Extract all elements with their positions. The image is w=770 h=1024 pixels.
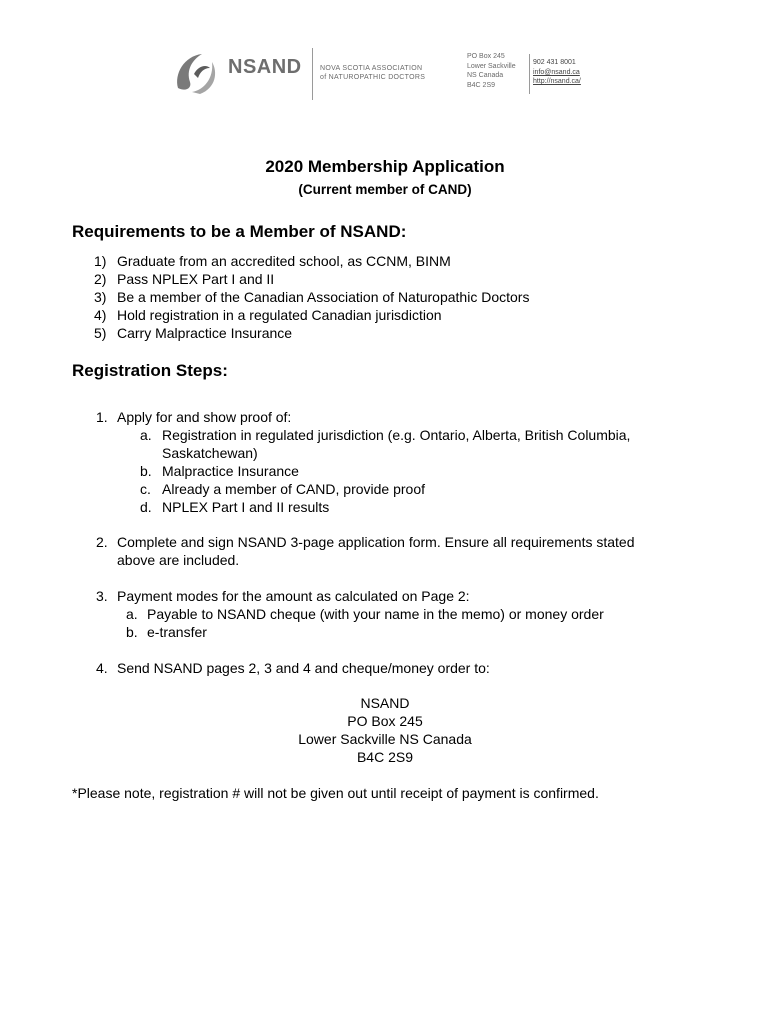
brand-name: NSAND	[228, 56, 302, 78]
list-item: Be a member of the Canadian Association of Naturopathic Doctors	[117, 289, 530, 305]
sub-item: Already a member of CAND, provide proof	[162, 481, 425, 497]
step-text: Apply for and show proof of:	[117, 409, 292, 425]
page-subtitle: (Current member of CAND)	[298, 182, 472, 197]
step-number: 4.	[96, 660, 108, 676]
address-line: NSAND	[360, 695, 410, 711]
sub-item: Payable to NSAND cheque (with your name in the memo) or money order	[147, 606, 604, 622]
letterhead	[170, 42, 600, 102]
step-text: above are included.	[117, 552, 240, 568]
sub-item: Saskatchewan)	[162, 445, 258, 461]
page-title: 2020 Membership Application	[265, 157, 505, 176]
letterhead-address: PO Box 245 Lower Sackville NS Canada B4C 2S9	[467, 53, 516, 89]
list-item: Hold registration in a regulated Canadian jurisdiction	[117, 307, 442, 323]
sub-item-letter: a.	[126, 606, 138, 622]
phone-number: 902 431 8001	[533, 59, 576, 66]
list-item: Graduate from an accredited school, as CCNM, BINM	[117, 253, 451, 269]
step-text: Payment modes for the amount as calculated on Page 2:	[117, 588, 470, 604]
address-line: PO Box 245	[347, 713, 423, 729]
divider	[529, 54, 530, 94]
sub-item-letter: a.	[140, 427, 152, 443]
step-text: Complete and sign NSAND 3-page application form. Ensure all requirements stated	[117, 534, 635, 550]
nsand-logo-icon	[172, 48, 220, 98]
sub-item-letter: b.	[126, 624, 138, 640]
requirements-heading: Requirements to be a Member of NSAND:	[72, 222, 407, 241]
step-number: 1.	[96, 409, 108, 425]
sub-item: Malpractice Insurance	[162, 463, 299, 479]
list-item: Carry Malpractice Insurance	[117, 325, 293, 341]
sub-item: Registration in regulated jurisdiction (e.g. Ontario, Alberta, British Columbia,	[162, 427, 631, 443]
payment-note: *Please note, registration # will not be given out until receipt of payment is confirmed.	[72, 785, 599, 801]
list-item: Pass NPLEX Part I and II	[117, 271, 275, 287]
letterhead-contact	[533, 58, 581, 87]
email-link[interactable]: info@nsand.ca	[533, 68, 580, 76]
step-text: Send NSAND pages 2, 3 and 4 and cheque/money order to:	[117, 660, 490, 676]
address-line: Lower Sackville NS Canada	[298, 731, 472, 747]
sub-item: e-transfer	[147, 624, 207, 640]
list-item-number: 1)	[94, 253, 107, 269]
website-link[interactable]: http://nsand.ca/	[533, 78, 581, 85]
sub-item-letter: d.	[140, 499, 152, 515]
list-item-number: 5)	[94, 325, 107, 341]
step-number: 3.	[96, 588, 108, 604]
list-item-number: 2)	[94, 271, 107, 287]
registration-steps-heading: Registration Steps:	[72, 361, 228, 380]
step-number: 2.	[96, 534, 108, 550]
divider	[312, 48, 313, 100]
association-name: NOVA SCOTIA ASSOCIATION of NATUROPATHIC DOCTORS	[320, 65, 426, 81]
address-line: B4C 2S9	[356, 749, 414, 765]
list-item-number: 3)	[94, 289, 107, 305]
list-item-number: 4)	[94, 307, 107, 323]
sub-item-letter: b.	[140, 463, 152, 479]
sub-item: NPLEX Part I and II results	[162, 499, 330, 515]
sub-item-letter: c.	[140, 481, 151, 497]
